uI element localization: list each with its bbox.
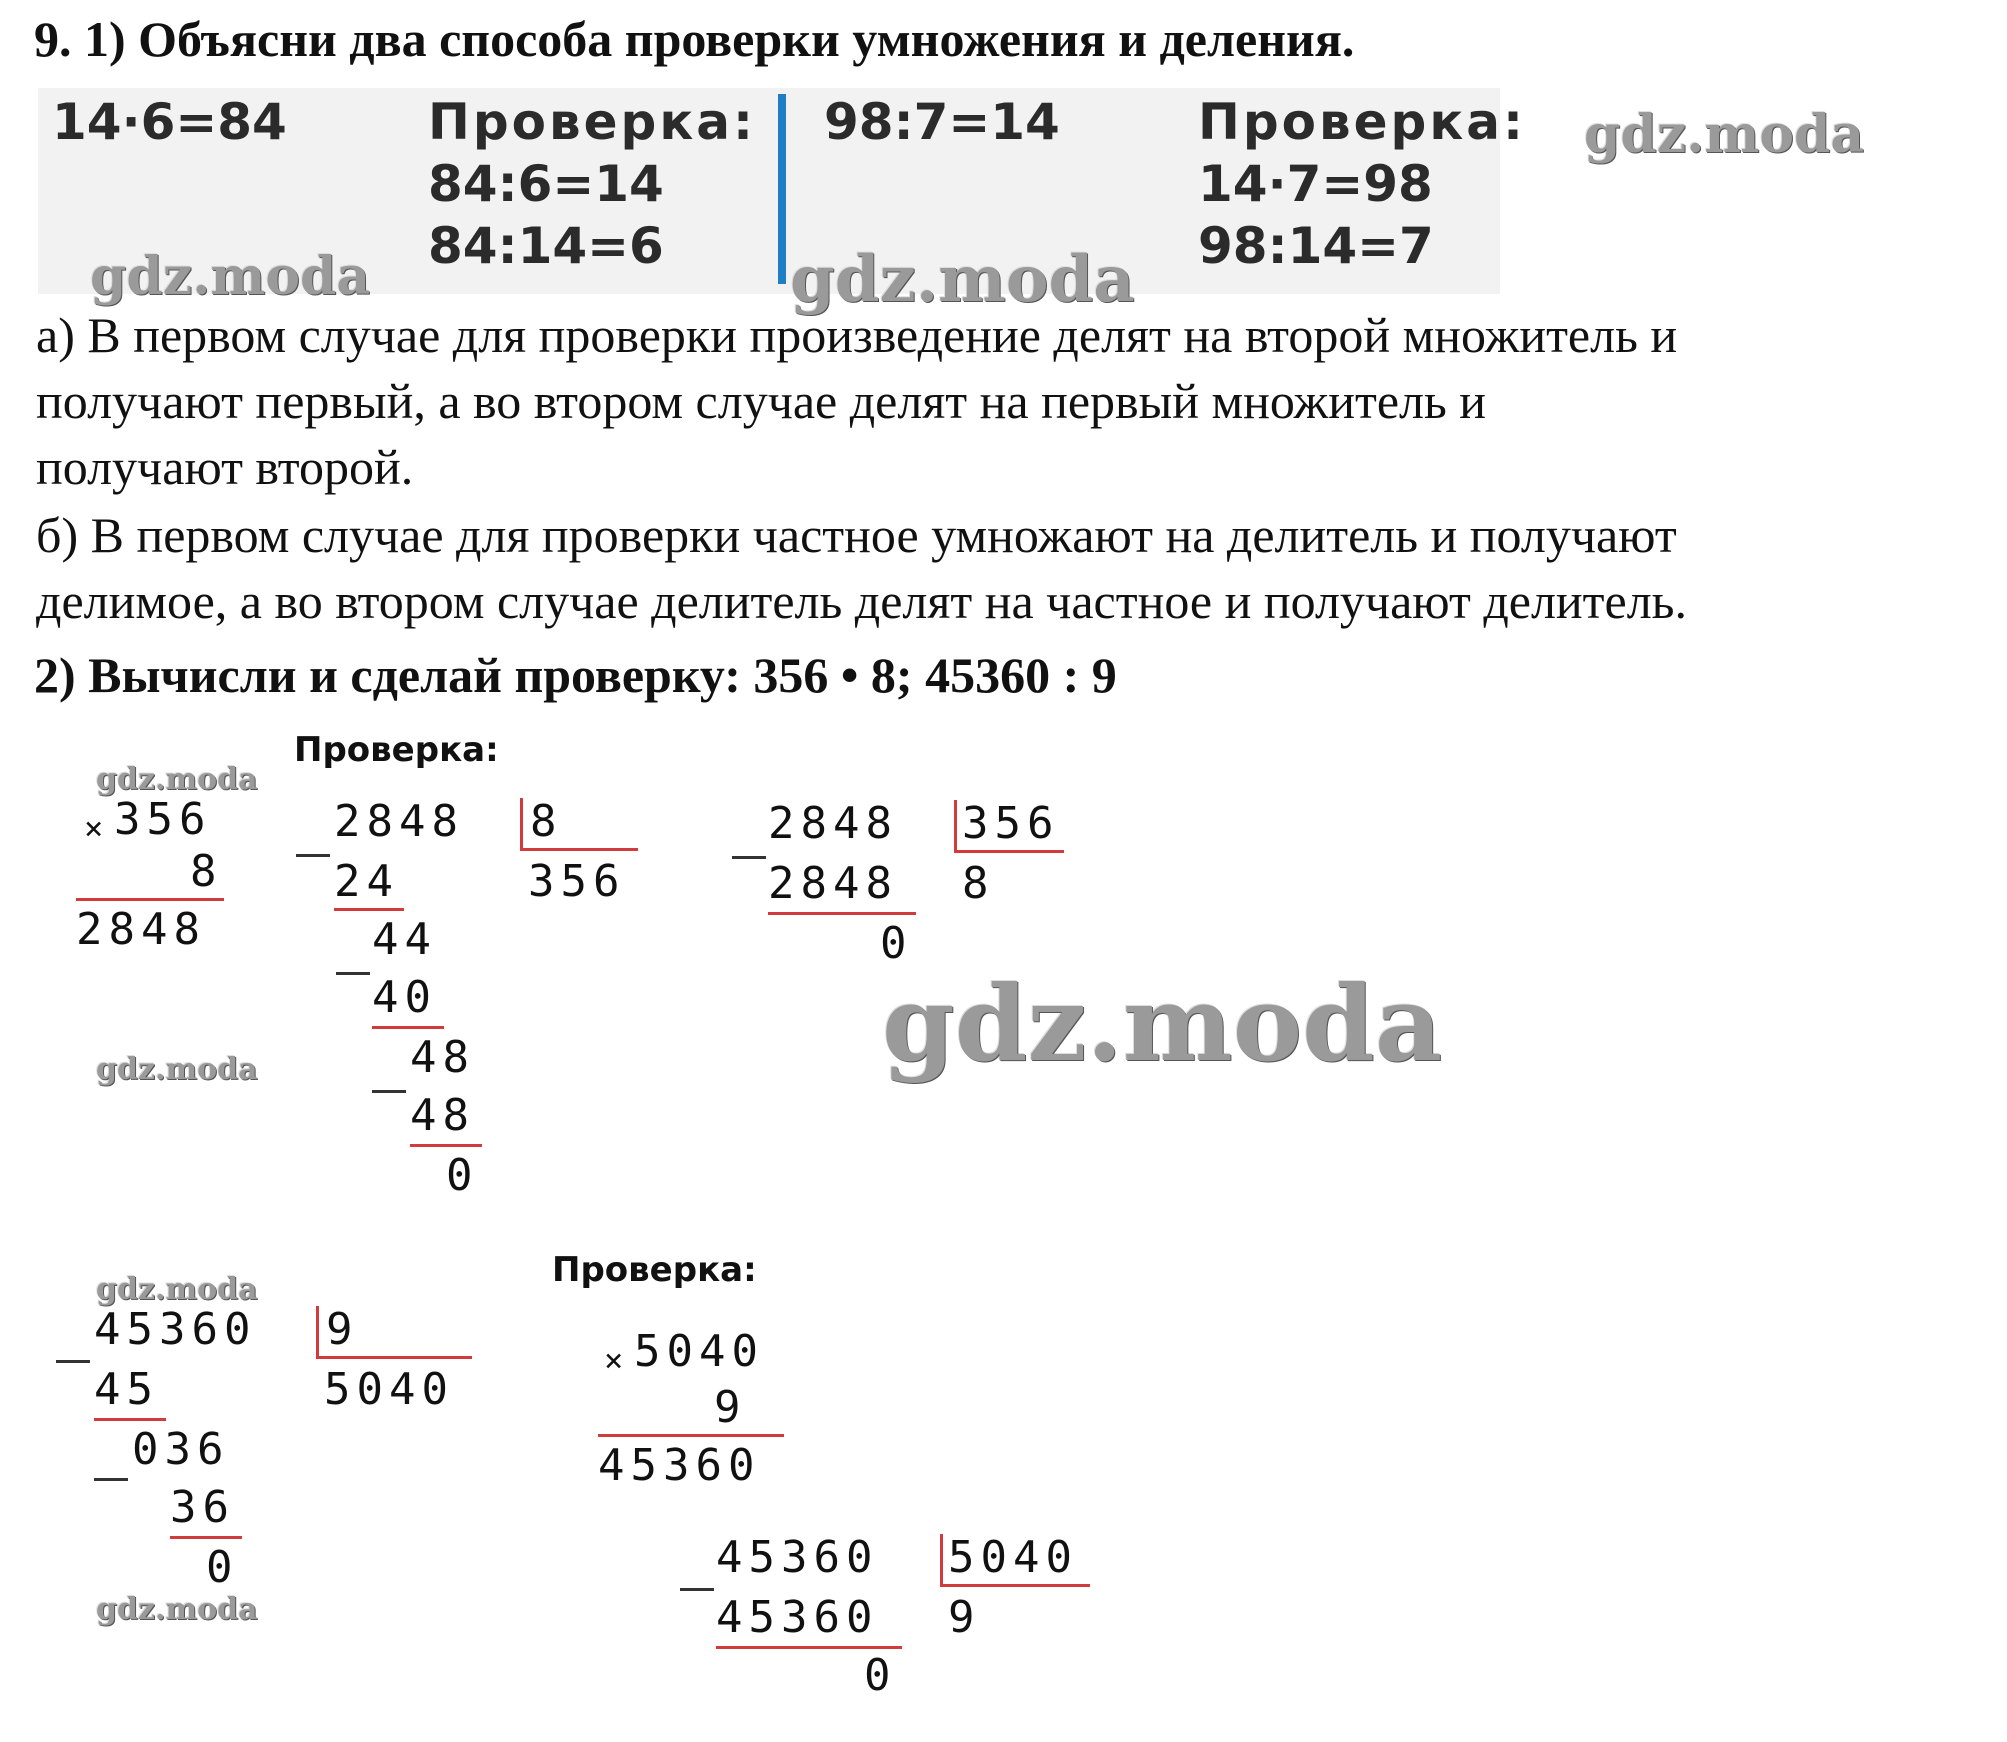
div4-dividend: 45360 [716,1532,879,1583]
para-b-line2: делимое, а во втором случае делитель делят на частное и получают делитель. [36,573,1687,629]
div1-bracket-v [520,798,523,850]
mult2-result: 45360 [598,1440,761,1491]
mult-sign-1: × [84,809,110,847]
minus-sign [296,854,330,857]
minus-sign [372,1090,406,1093]
minus-sign [94,1478,128,1481]
div1-step: 48 [410,1090,475,1141]
watermark: gdz.moda [1584,104,1865,165]
div1-step-rule [410,1144,482,1147]
div1-step-rule [372,1026,444,1029]
task-heading: 9. 1) Объясни два способа проверки умножения и деления. [34,11,1355,67]
check-1b: 84:14=6 [428,217,664,275]
check-label-2: Проверка: [1198,93,1527,151]
div2-divisor: 356 [962,798,1060,849]
subtask-2: 2) Вычисли и сделай проверку: 356 • 8; 45360 : 9 [34,647,1117,703]
div1-step: 44 [372,914,437,965]
div-equation: 98:7=14 [824,93,1060,151]
div2-quotient: 8 [962,858,995,909]
check-2b: 98:14=7 [1198,217,1434,275]
div3-divisor: 9 [326,1304,359,1355]
div1-dividend: 2848 [334,796,464,847]
watermark: gdz.moda [882,962,1443,1085]
div3-step: 0 [206,1542,239,1593]
mult2-rule [598,1434,784,1437]
div1-bracket-h [520,848,638,851]
mult1-b: 8 [190,846,223,897]
watermark: gdz.moda [96,1052,258,1087]
div4-step: 0 [864,1650,897,1701]
mult2-a: 5040 [634,1326,764,1377]
div4-bracket-h [940,1584,1090,1587]
watermark: gdz.moda [96,1592,258,1627]
div1-divisor: 8 [530,796,563,847]
para-a-line1: а) В первом случае для проверки произведение делят на второй множитель и [36,307,1678,363]
div3-step: 45 [94,1364,159,1415]
div1-step: 0 [446,1150,479,1201]
minus-sign [732,856,766,859]
div1-quotient: 356 [528,856,626,907]
para-a-line3: получают второй. [36,439,414,495]
mult1-a: 356 [114,794,212,845]
div2-bracket-v [954,800,957,852]
check-label-calc1: Проверка: [294,730,499,770]
para-a-line2: получают первый, а во втором случае делят на первый множитель и [36,373,1487,429]
minus-sign [680,1588,714,1591]
div3-bracket-h [316,1356,472,1359]
div3-dividend: 45360 [94,1304,257,1355]
div2-step: 0 [880,918,913,969]
div3-step: 036 [132,1424,230,1475]
div3-step-rule [170,1536,242,1539]
div3-step-rule [94,1418,166,1421]
div4-divisor: 5040 [948,1532,1078,1583]
mult-equation: 14·6=84 [52,93,287,151]
div1-step: 40 [372,972,437,1023]
watermark: gdz.moda [790,242,1135,317]
div3-quotient: 5040 [324,1364,454,1415]
div4-step-rule [716,1646,902,1649]
panel-separator [778,94,786,284]
check-label-1: Проверка: [428,93,757,151]
check-label-calc2: Проверка: [552,1250,757,1290]
div3-bracket-v [316,1306,319,1358]
div4-step: 45360 [716,1592,879,1643]
mult1-rule [76,898,224,901]
div2-dividend: 2848 [768,798,898,849]
div1-step: 48 [410,1032,475,1083]
div1-step: 24 [334,856,399,907]
watermark: gdz.moda [90,246,371,307]
mult-sign-2: × [604,1341,630,1379]
div4-quotient: 9 [948,1592,981,1643]
div4-bracket-v [940,1534,943,1586]
minus-sign [56,1360,90,1363]
check-1a: 84:6=14 [428,155,664,213]
div2-step-rule [768,912,916,915]
para-b-line1: б) В первом случае для проверки частное умножают на делитель и получают [36,507,1677,563]
watermark: gdz.moda [96,762,258,797]
div2-step: 2848 [768,858,898,909]
minus-sign [336,972,370,975]
div2-bracket-h [954,850,1064,853]
watermark: gdz.moda [96,1272,258,1307]
div3-step: 36 [170,1482,235,1533]
check-2a: 14·7=98 [1198,155,1433,213]
mult2-b: 9 [714,1382,747,1433]
mult1-result: 2848 [76,904,206,955]
div1-step-rule [334,908,404,911]
